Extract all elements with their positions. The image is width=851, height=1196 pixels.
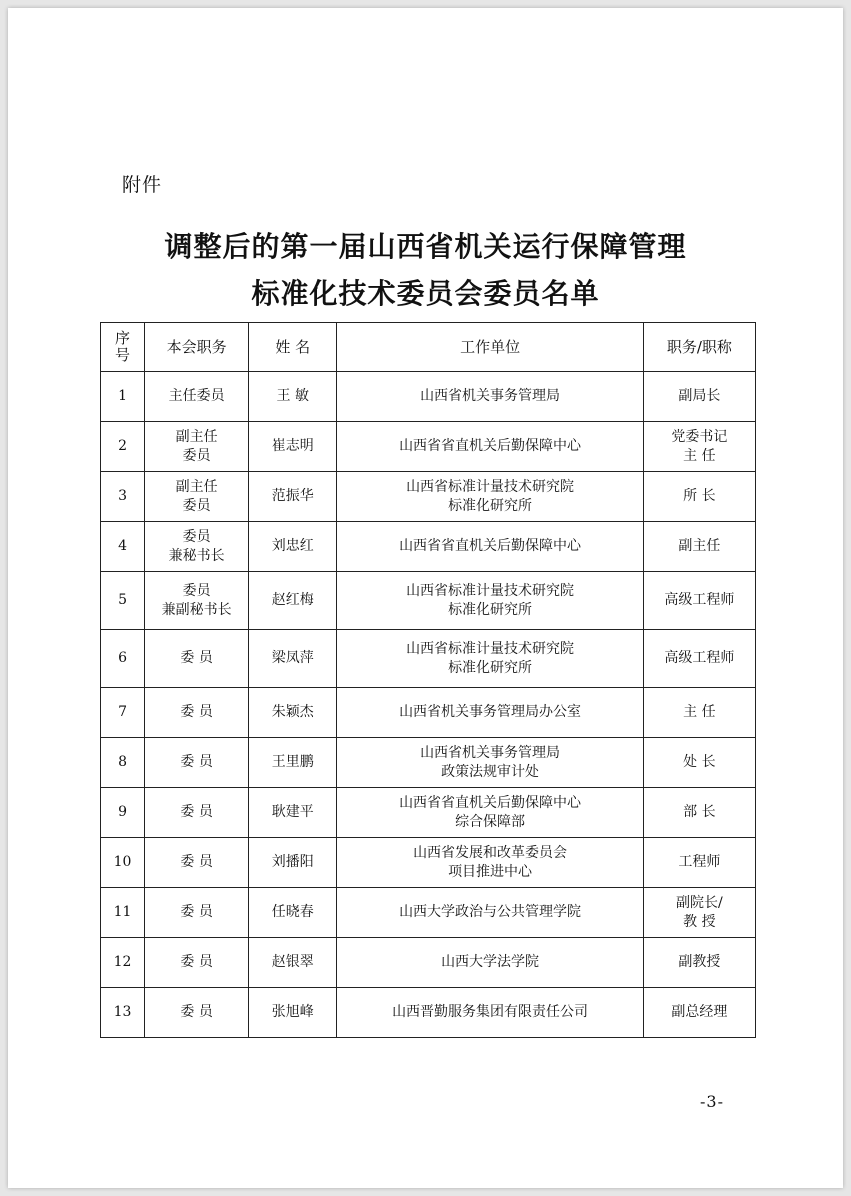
cell-title-line: 所 长 <box>683 488 716 504</box>
cell-role-line: 主任委员 <box>168 388 225 404</box>
cell-title <box>643 838 755 888</box>
cell-unit <box>337 472 643 522</box>
cell-name: 赵银翠 <box>249 938 337 988</box>
table-row <box>101 630 756 688</box>
table-row <box>101 422 756 472</box>
cell-role-line: 委 员 <box>180 704 213 720</box>
cell-unit-line: 山西晋勤服务集团有限责任公司 <box>392 1004 589 1020</box>
cell-role-line: 委 员 <box>180 650 213 666</box>
table-row <box>101 988 756 1038</box>
cell-unit-line: 标准化研究所 <box>448 497 533 514</box>
cell-role-line: 委 员 <box>180 804 213 820</box>
table-row <box>101 788 756 838</box>
cell-unit <box>337 630 643 688</box>
cell-role-line: 兼秘书长 <box>168 547 225 564</box>
cell-name: 任晓春 <box>249 888 337 938</box>
cell-role-line: 委员 <box>182 582 211 599</box>
header-name: 姓 名 <box>249 323 337 372</box>
cell-seq: 7 <box>101 688 145 738</box>
cell-role <box>145 938 249 988</box>
cell-title-line: 副主任 <box>678 538 721 554</box>
cell-name: 王 敏 <box>249 372 337 422</box>
cell-unit-line: 标准化研究所 <box>448 601 533 618</box>
cell-title <box>643 630 755 688</box>
header-unit: 工作单位 <box>337 323 643 372</box>
table-row <box>101 372 756 422</box>
cell-title-line: 高级工程师 <box>664 650 735 666</box>
cell-unit-line: 山西省机关事务管理局 <box>420 388 561 404</box>
cell-role <box>145 838 249 888</box>
table-row <box>101 688 756 738</box>
cell-role <box>145 472 249 522</box>
cell-seq: 2 <box>101 422 145 472</box>
cell-seq: 8 <box>101 738 145 788</box>
cell-title <box>643 988 755 1038</box>
cell-unit-line: 山西省省直机关后勤保障中心 <box>399 538 582 554</box>
cell-title-line: 教 授 <box>683 913 716 930</box>
cell-role-line: 委员 <box>182 497 211 514</box>
table-row <box>101 738 756 788</box>
cell-unit <box>337 522 643 572</box>
cell-name: 王里鹏 <box>249 738 337 788</box>
cell-name: 崔志明 <box>249 422 337 472</box>
cell-name: 范振华 <box>249 472 337 522</box>
cell-role-line: 副主任 <box>175 478 218 495</box>
cell-name: 赵红梅 <box>249 572 337 630</box>
cell-unit-line: 山西大学政治与公共管理学院 <box>399 904 582 920</box>
cell-unit <box>337 938 643 988</box>
cell-unit <box>337 372 643 422</box>
cell-unit-line: 山西省发展和改革委员会 <box>413 844 568 861</box>
cell-seq: 10 <box>101 838 145 888</box>
cell-title-line: 部 长 <box>683 804 716 820</box>
cell-unit-line: 政策法规审计处 <box>441 763 540 780</box>
cell-title <box>643 572 755 630</box>
cell-title-line: 副院长/ <box>676 894 723 911</box>
cell-role-line: 委 员 <box>180 904 213 920</box>
cell-unit-line: 山西大学法学院 <box>441 954 540 970</box>
cell-role <box>145 422 249 472</box>
table-row <box>101 938 756 988</box>
cell-role <box>145 888 249 938</box>
table-row <box>101 838 756 888</box>
cell-role <box>145 572 249 630</box>
cell-title-line: 副教授 <box>678 954 721 970</box>
cell-seq: 12 <box>101 938 145 988</box>
cell-title-line: 主 任 <box>683 704 716 720</box>
cell-title-line: 副局长 <box>678 388 721 404</box>
cell-role-line: 委 员 <box>180 854 213 870</box>
cell-unit-line: 山西省省直机关后勤保障中心 <box>399 794 582 811</box>
cell-seq: 11 <box>101 888 145 938</box>
cell-seq: 13 <box>101 988 145 1038</box>
cell-role <box>145 630 249 688</box>
cell-role <box>145 688 249 738</box>
cell-title <box>643 738 755 788</box>
cell-name: 刘播阳 <box>249 838 337 888</box>
header-title: 职务/职称 <box>643 323 755 372</box>
cell-unit-line: 山西省机关事务管理局办公室 <box>399 704 582 720</box>
page-number: -3- <box>700 1092 724 1111</box>
cell-unit-line: 山西省省直机关后勤保障中心 <box>399 438 582 454</box>
header-seq <box>101 323 145 372</box>
table-row <box>101 472 756 522</box>
cell-name: 刘忠红 <box>249 522 337 572</box>
cell-title <box>643 688 755 738</box>
cell-unit <box>337 788 643 838</box>
cell-role-line: 委 员 <box>180 1004 213 1020</box>
cell-unit <box>337 988 643 1038</box>
cell-unit <box>337 688 643 738</box>
cell-title <box>643 422 755 472</box>
cell-role-line: 副主任 <box>175 428 218 445</box>
cell-title-line: 党委书记 <box>671 428 728 445</box>
cell-title-line: 工程师 <box>678 854 721 870</box>
cell-role-line: 委员 <box>182 528 211 545</box>
cell-seq: 1 <box>101 372 145 422</box>
cell-title <box>643 522 755 572</box>
cell-title <box>643 888 755 938</box>
attachment-label: 附件 <box>122 174 163 196</box>
cell-role-line: 委员 <box>182 447 211 464</box>
cell-title-line: 主 任 <box>683 447 716 464</box>
cell-title <box>643 938 755 988</box>
table-row <box>101 522 756 572</box>
cell-role <box>145 988 249 1038</box>
cell-title-line: 高级工程师 <box>664 592 735 608</box>
cell-unit-line: 项目推进中心 <box>448 863 533 880</box>
cell-unit-line: 山西省标准计量技术研究院 <box>406 582 575 599</box>
cell-unit <box>337 838 643 888</box>
cell-role-line: 委 员 <box>180 954 213 970</box>
cell-name: 张旭峰 <box>249 988 337 1038</box>
cell-name: 朱颖杰 <box>249 688 337 738</box>
cell-unit <box>337 738 643 788</box>
table-header-row <box>101 323 756 372</box>
table-row <box>101 572 756 630</box>
header-seq-line2: 号 <box>115 346 131 364</box>
document-title-line2: 标准化技术委员会委员名单 <box>251 277 600 310</box>
cell-unit-line: 山西省机关事务管理局 <box>420 744 561 761</box>
cell-unit <box>337 422 643 472</box>
cell-seq: 6 <box>101 630 145 688</box>
cell-name: 梁凤萍 <box>249 630 337 688</box>
cell-seq: 9 <box>101 788 145 838</box>
cell-role <box>145 522 249 572</box>
cell-title <box>643 788 755 838</box>
cell-role-line: 委 员 <box>180 754 213 770</box>
header-seq-line1: 序 <box>115 329 131 347</box>
cell-unit-line: 山西省标准计量技术研究院 <box>406 478 575 495</box>
cell-role <box>145 372 249 422</box>
table-row <box>101 888 756 938</box>
document-title-line1: 调整后的第一届山西省机关运行保障管理 <box>164 230 687 263</box>
cell-seq: 4 <box>101 522 145 572</box>
cell-title-line: 处 长 <box>683 754 716 770</box>
cell-name: 耿建平 <box>249 788 337 838</box>
cell-title <box>643 472 755 522</box>
cell-unit-line: 综合保障部 <box>455 813 526 830</box>
cell-seq: 5 <box>101 572 145 630</box>
cell-unit-line: 标准化研究所 <box>448 659 533 676</box>
cell-unit-line: 山西省标准计量技术研究院 <box>406 640 575 657</box>
cell-unit <box>337 572 643 630</box>
cell-seq: 3 <box>101 472 145 522</box>
cell-unit <box>337 888 643 938</box>
member-roster-table <box>100 322 756 1038</box>
cell-title <box>643 372 755 422</box>
cell-title-line: 副总经理 <box>671 1004 728 1020</box>
cell-role-line: 兼副秘书长 <box>161 601 232 618</box>
cell-role <box>145 738 249 788</box>
header-role: 本会职务 <box>145 323 249 372</box>
cell-role <box>145 788 249 838</box>
